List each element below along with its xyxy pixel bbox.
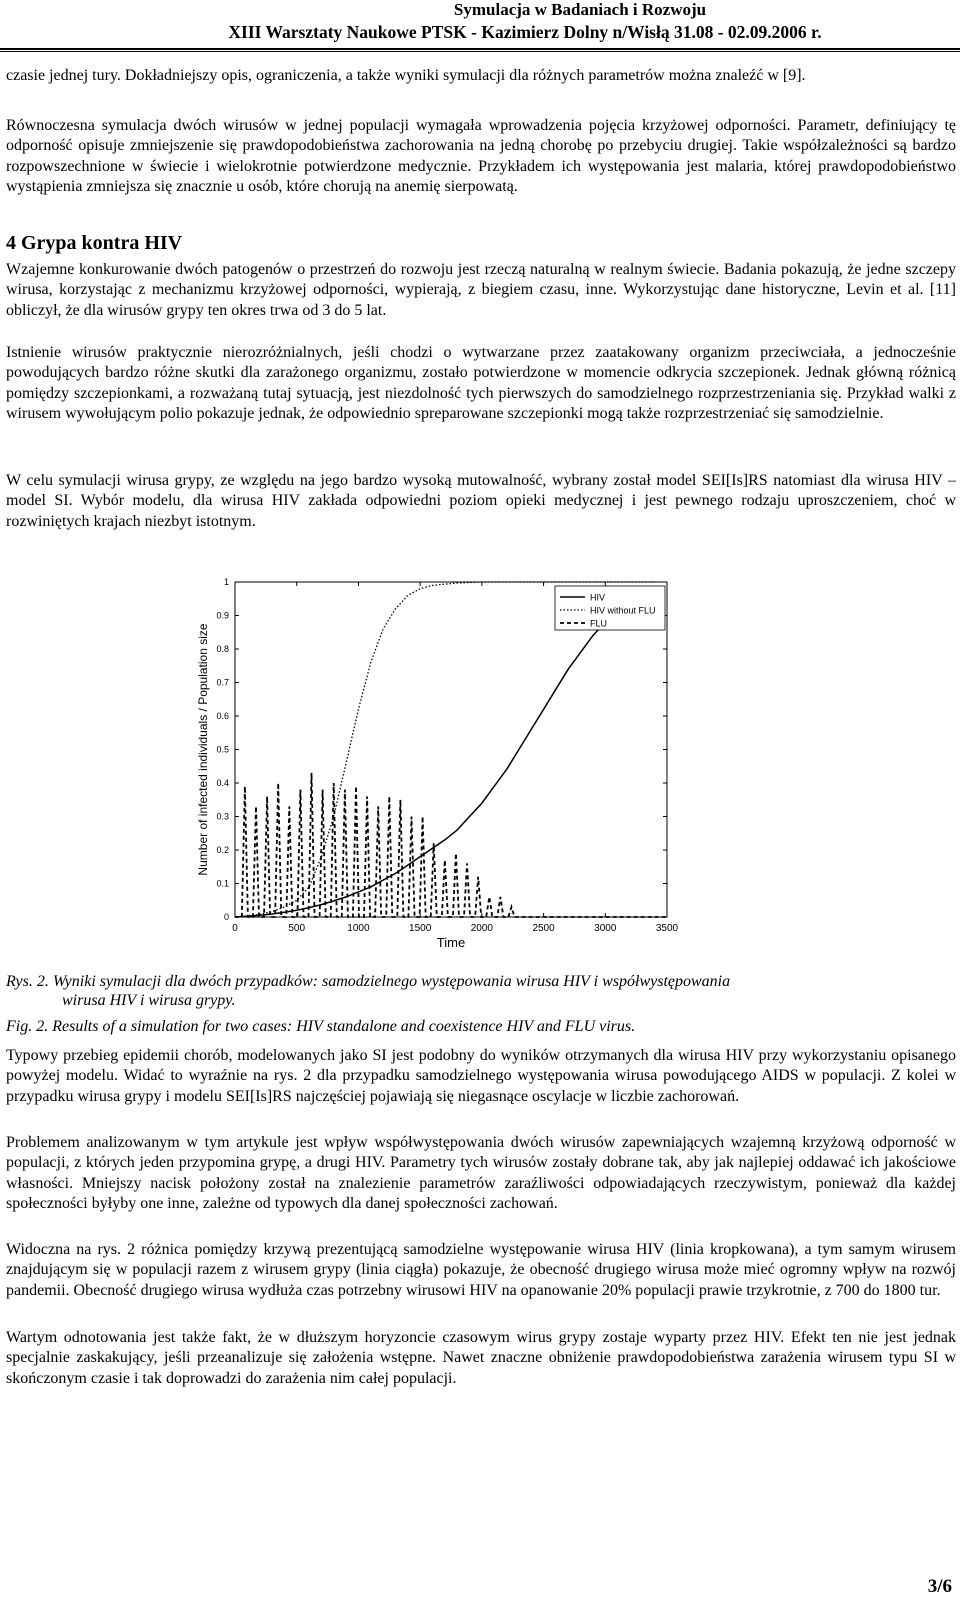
chart-svg bbox=[185, 568, 705, 953]
paragraph: W celu symulacji wirusa grypy, ze względu na jego bardzo wysoką mutowalność, wybrany został model SEI[Is]RS natomiast dla wirusa HIV – model SI. Wybór modelu, dla wirusa HIV zakłada odpowiedni poziom opieki medycznej i jest pewnego rodzaju uproszczeniem, choć w rozwiniętych krajach niezbyt istotnym. bbox=[6, 472, 956, 530]
header-title: Symulacja w Badaniach i Rozwoju bbox=[453, 0, 707, 19]
x-tick-label: 2500 bbox=[532, 923, 555, 934]
y-tick-label: 0.5 bbox=[216, 744, 229, 755]
paragraph: Typowy przebieg epidemii chorób, modelowanych jako SI jest podobny do wyników otrzymanych dla wirusa HIV przy wykorzystaniu opisanego powyżej modelu. Widać to wyraźnie na rys. 2 dla przypadku samodzielnego występowania wirusa powodującego AIDS w populacji. Z kolei w przypadku wirusa grypy i modelu SEI[Is]RS najczęściej pojawiają się niegasnące oscylacje w liczbie zachorowań. bbox=[6, 1047, 956, 1105]
legend-label: HIV bbox=[590, 592, 606, 603]
y-tick-label: 0.1 bbox=[216, 878, 229, 889]
x-tick-label: 1000 bbox=[347, 923, 370, 934]
legend-label: HIV without FLU bbox=[590, 605, 656, 616]
y-tick-label: 0.6 bbox=[216, 711, 229, 721]
y-tick-label: 0 bbox=[223, 912, 229, 922]
x-tick-label: 1500 bbox=[409, 923, 432, 934]
figure-caption-en: Fig. 2. Results of a simulation for two cases: HIV standalone and coexistence HIV and FLU virus. bbox=[6, 1018, 636, 1035]
header-rule bbox=[0, 48, 960, 50]
y-tick-label: 0.4 bbox=[216, 778, 229, 788]
paragraph: Wartym odnotowania jest także fakt, że w dłuższym horyzoncie czasowym wirus grypy zostaje wyparty przez HIV. Efekt ten nie jest jednak specjalnie zaskakujący, jeśli przeanalizuje się założenia wstępne. Nawet znaczne obniżenie prawdopodobieństwa zarażenia wirusem typu SI w skończonym czasie i tak doprowadzi do zarażenia nim całej populacji. bbox=[6, 1329, 956, 1387]
x-tick-label: 3000 bbox=[594, 923, 617, 934]
section-title: 4 Grypa kontra HIV bbox=[6, 232, 183, 254]
y-axis-label: Number of infected individuals / Population size bbox=[196, 623, 210, 876]
caption-pl-line2: wirusa HIV i wirusa grypy. bbox=[62, 992, 236, 1009]
y-tick-label: 0.7 bbox=[216, 677, 229, 688]
header-conference: XIII Warsztaty Naukowe PTSK - Kazimierz Dolny n/Wisłą 31.08 - 02.09.2006 r. bbox=[228, 22, 822, 42]
series-hiv bbox=[235, 587, 655, 917]
y-tick-label: 1 bbox=[223, 577, 229, 587]
header-rule-thin bbox=[0, 51, 960, 52]
page-number: 3/6 bbox=[927, 1576, 952, 1597]
paragraph: Wzajemne konkurowanie dwóch patogenów o przestrzeń do rozwoju jest rzeczą naturalną w realnym świecie. Badania pokazują, że jedne szczepy wirusa, korzystając z mechanizmu krzyżowej odporności, wypierają, z biegiem czasu, inne. Wykorzystując dane historyczne, Levin et al. [11] obliczył, że dla wirusów grypy ten okres trwa od 3 do 5 lat. bbox=[6, 261, 956, 319]
y-tick-label: 0.3 bbox=[216, 811, 229, 822]
paragraph: Równoczesna symulacja dwóch wirusów w jednej populacji wymagała wprowadzenia pojęcia krzyżowej odporności. Parametr, definiujący tę odporność opisuje zmniejszenie się prawdopodobieństwa zachorowania na jedną chorobę po przebyciu drugiej. Takie współzależności są bardzo rozpowszechnione w świecie i wielokrotnie potwierdzone medycznie. Przykładem ich występowania jest malaria, której prawdopodobieństwo wystąpienia zmniejsza się znacznie u osób, które chorują na anemię sierpowatą. bbox=[6, 117, 956, 196]
x-tick-label: 0 bbox=[232, 923, 238, 934]
series-flu bbox=[235, 773, 667, 917]
paragraph: Widoczna na rys. 2 różnica pomiędzy krzywą prezentującą samodzielne występowanie wirusa HIV (linia kropkowana), a tym samym wirusem znajdującym się w populacji razem z wirusem grypy (linia ciągła) pokazuje, że obecność drugiego wirusa może mieć ogromny wpływ na rozwój pandemii. Obecność drugiego wirusa wydłuża czas potrzebny wirusowi HIV na opanowanie 20% populacji prawie trzykrotnie, z 700 do 1800 tur. bbox=[6, 1241, 956, 1299]
x-axis-label: Time bbox=[436, 935, 466, 950]
figure-chart bbox=[185, 568, 705, 953]
x-tick-label: 2000 bbox=[470, 923, 493, 934]
plot-frame bbox=[235, 582, 667, 917]
legend-label: FLU bbox=[590, 618, 608, 629]
figure-caption-pl bbox=[6, 972, 926, 1010]
caption-pl-line1: Rys. 2. Wyniki symulacji dla dwóch przypadków: samodzielnego występowania wirusa HIV i współwystępowania bbox=[6, 973, 731, 990]
paragraph: Problemem analizowanym w tym artykule jest wpływ współwystępowania dwóch wirusów zapewniających wzajemną krzyżową odporność w populacji, z których jeden przypomina grypę, a drugi HIV. Parametry tych wirusów zostały dobrane tak, aby jak najlepiej oddawać ich jakościowe własności. Mniejszy nacisk położony został na znalezienie parametrów zaraźliwości odpowiadających rzeczywistym, ponieważ dla każdej społeczności byłyby one inne, zależne od typowych dla danej społeczności zachowań. bbox=[6, 1134, 956, 1213]
x-tick-label: 500 bbox=[288, 923, 306, 934]
paragraph: Istnienie wirusów praktycznie nierozróżnialnych, jeśli chodzi o wytwarzane przez zaatakowany organizm przeciwciała, a jednocześnie powodujących bardzo różne skutki dla zarażonego organizmu, zostało potwierdzone w momencie odkrycia szczepionek. Jednak główną różnicą pomiędzy szczepionkami, a rozważaną tutaj sytuacją, jest niezdolność tych pierwszych do samodzielnego rozprzestrzeniania się. Przykład walki z wirusem wywołującym polio pokazuje jednak, że odpowiednio spreparowane szczepionki mogą także rozprzestrzeniać się samodzielnie. bbox=[6, 344, 956, 423]
paragraph: czasie jednej tury. Dokładniejszy opis, ograniczenia, a także wyniki symulacji dla różnych parametrów można znaleźć w [9]. bbox=[6, 67, 806, 84]
y-tick-label: 0.9 bbox=[216, 610, 229, 621]
x-tick-label: 3500 bbox=[655, 923, 679, 934]
y-tick-label: 0.8 bbox=[216, 644, 229, 654]
y-tick-label: 0.2 bbox=[216, 845, 229, 855]
